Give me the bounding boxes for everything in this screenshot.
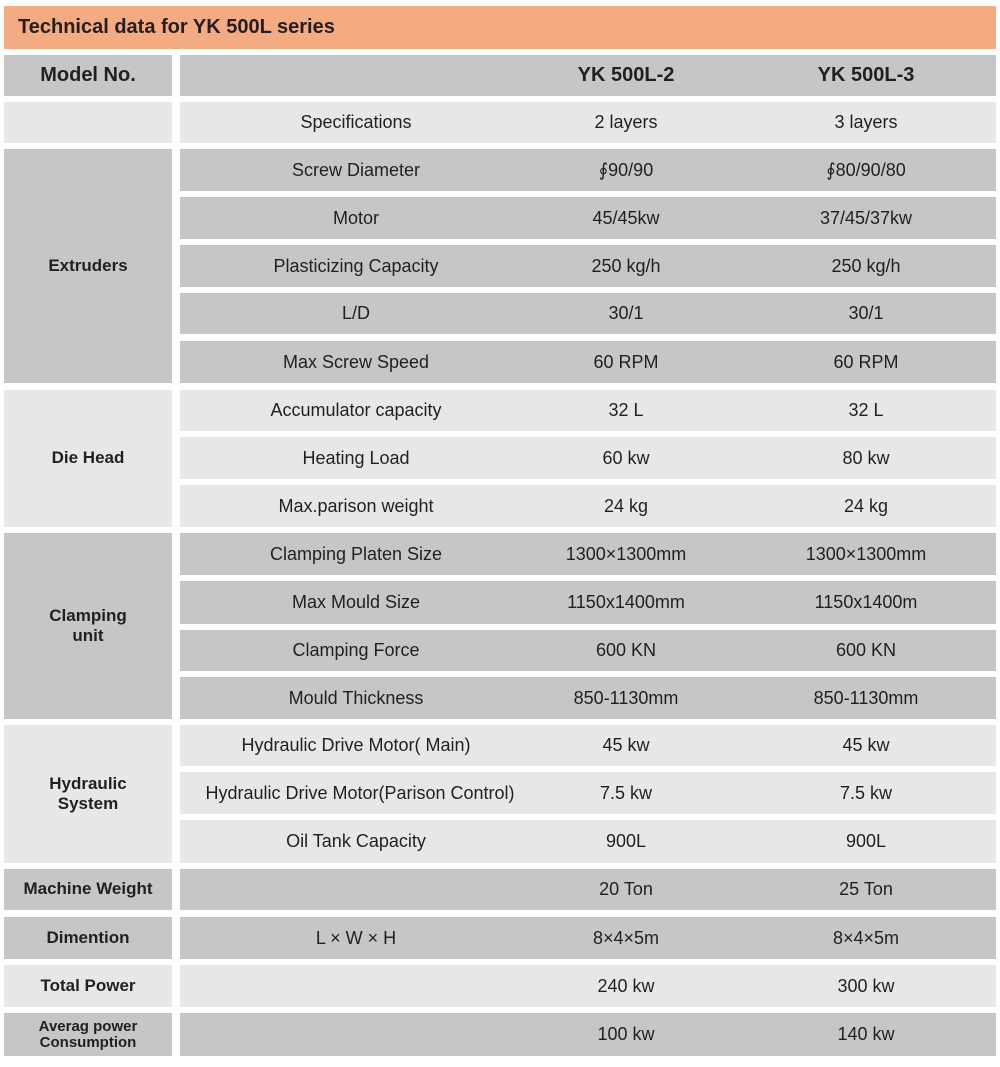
row-value-1: 900L [516,820,736,863]
row-value-2: 7.5 kw [736,772,996,814]
row-value-2: 80 kw [736,437,996,479]
row-value-1: 45 kw [516,725,736,766]
spec-value-1: 2 layers [516,102,736,143]
average-power-consumption-label: Averag power Consumption [4,1013,172,1056]
row-param [180,869,516,910]
row-param: Clamping Force [180,630,532,671]
row-param [180,965,516,1007]
row-value-1: 60 RPM [516,341,736,383]
machine-weight-label: Machine Weight [4,869,172,910]
row-value-1: 600 KN [516,630,736,671]
row-value-2: 37/45/37kw [736,197,996,239]
row-value-2: 25 Ton [736,869,996,910]
row-param: Hydraulic Drive Motor(Parison Control) [180,772,540,814]
row-param: Mould Thickness [180,677,532,719]
section-label-hydraulic-system: Hydraulic System [4,725,172,863]
row-param: Max.parison weight [180,485,532,527]
row-value-2: 1150x1400m [736,581,996,624]
row-value-2: 32 L [736,390,996,431]
header-param-cell [180,55,516,96]
row-param: Max Screw Speed [180,341,532,383]
row-value-1: ∮90/90 [516,149,736,191]
model-name-2: YK 500L-3 [736,55,996,96]
row-value-1: 1300×1300mm [516,533,736,575]
model-name-1: YK 500L-2 [516,55,736,96]
row-param: Heating Load [180,437,532,479]
row-param: L × W × H [180,917,532,959]
row-param: L/D [180,293,532,334]
row-value-2: 300 kw [736,965,996,1007]
row-value-1: 24 kg [516,485,736,527]
title-bar [4,6,996,49]
spec-param: Specifications [180,102,532,143]
spec-label-cell [4,102,172,143]
row-value-1: 100 kw [516,1013,736,1056]
row-param: Clamping Platen Size [180,533,532,575]
row-value-2: 30/1 [736,293,996,334]
row-value-2: 60 RPM [736,341,996,383]
section-label-extruders: Extruders [4,149,172,383]
row-value-1: 32 L [516,390,736,431]
row-value-2: 45 kw [736,725,996,766]
row-value-1: 45/45kw [516,197,736,239]
dimention-label: Dimention [4,917,172,959]
row-param: Accumulator capacity [180,390,532,431]
row-value-2: ∮80/90/80 [736,149,996,191]
row-value-1: 240 kw [516,965,736,1007]
row-value-1: 8×4×5m [516,917,736,959]
row-value-1: 30/1 [516,293,736,334]
section-label-clamping-unit: Clamping unit [4,533,172,719]
row-value-1: 850-1130mm [516,677,736,719]
row-param: Plasticizing Capacity [180,245,532,287]
row-param: Hydraulic Drive Motor( Main) [180,725,532,766]
section-label-die-head: Die Head [4,390,172,527]
row-value-2: 900L [736,820,996,863]
row-value-2: 850-1130mm [736,677,996,719]
spec-value-2: 3 layers [736,102,996,143]
row-param: Max Mould Size [180,581,532,624]
row-param: Motor [180,197,532,239]
row-value-2: 600 KN [736,630,996,671]
row-value-1: 250 kg/h [516,245,736,287]
total-power-label: Total Power [4,965,172,1007]
row-value-1: 20 Ton [516,869,736,910]
row-value-2: 140 kw [736,1013,996,1056]
row-param: Screw Diameter [180,149,532,191]
row-value-2: 250 kg/h [736,245,996,287]
row-value-2: 8×4×5m [736,917,996,959]
model-no-label: Model No. [4,55,172,96]
row-param: Oil Tank Capacity [180,820,532,863]
row-value-2: 24 kg [736,485,996,527]
row-value-1: 60 kw [516,437,736,479]
row-param [180,1013,516,1056]
row-value-2: 1300×1300mm [736,533,996,575]
row-value-1: 1150x1400mm [516,581,736,624]
row-value-1: 7.5 kw [516,772,736,814]
table-title: Technical data for YK 500L series [18,16,335,38]
